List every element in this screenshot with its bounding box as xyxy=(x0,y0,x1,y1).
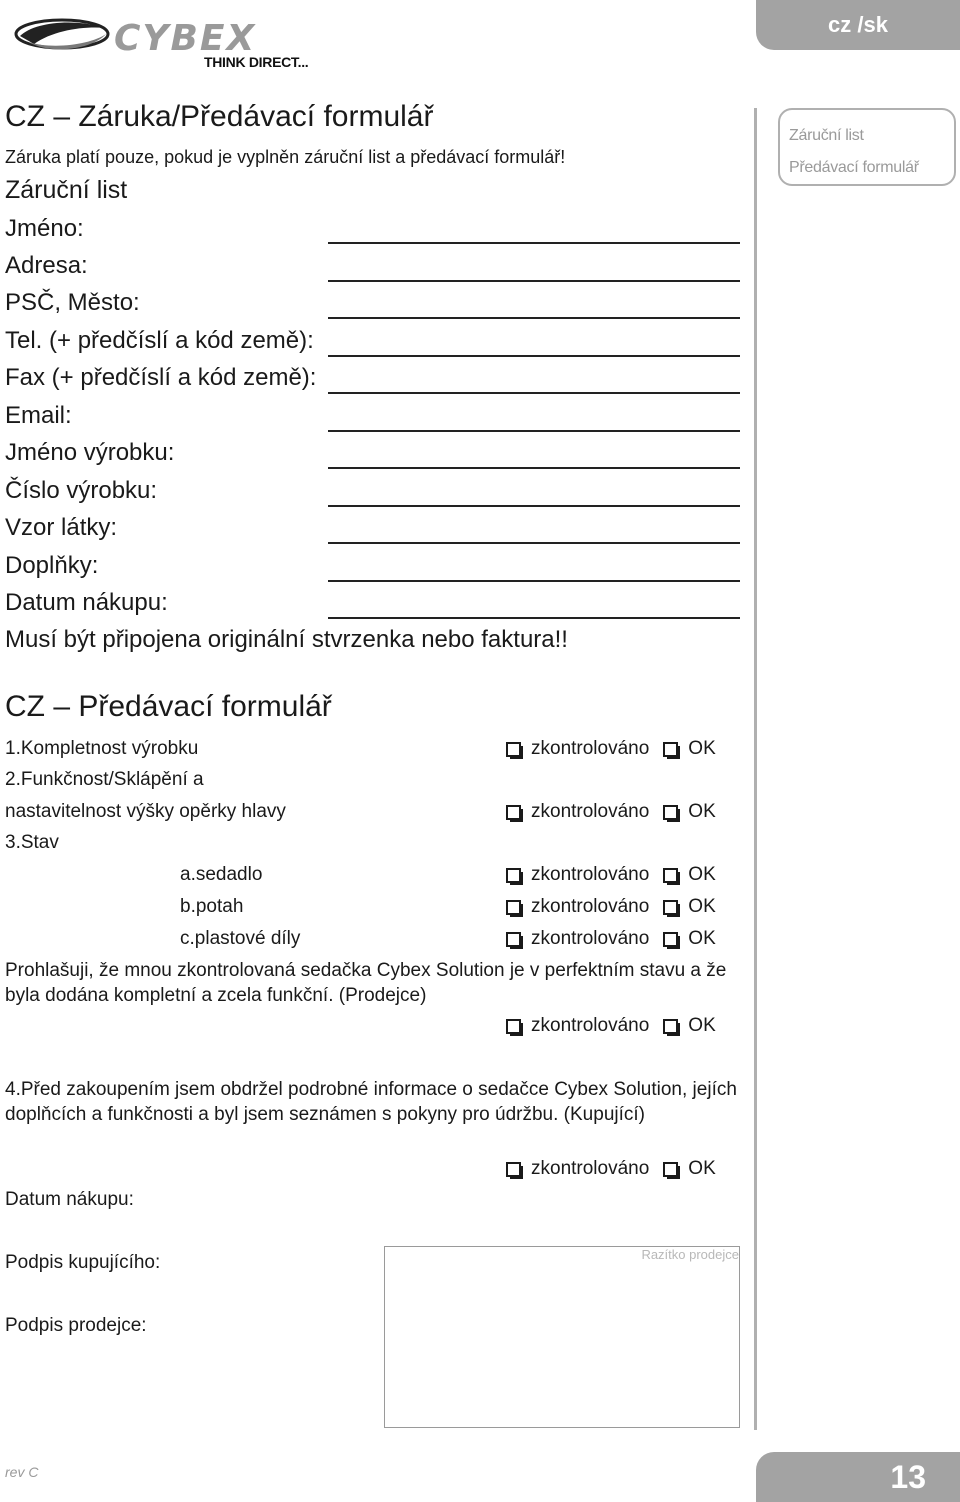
purchase-date-label: Datum nákupu: xyxy=(5,1189,134,1210)
check-group-buyer: zkontrolováno OK xyxy=(506,1158,716,1180)
field-label-name: Jméno: xyxy=(5,215,84,242)
checkbox-icon[interactable] xyxy=(506,805,521,820)
warranty-note: Záruka platí pouze, pokud je vyplněn záruční list a předávací formulář! xyxy=(5,147,566,167)
svg-text:CYBEX: CYBEX xyxy=(114,18,257,59)
item-function-line1: 2.Funkčnost/Sklápění a xyxy=(5,769,204,790)
margin-divider xyxy=(754,108,757,1430)
field-line-phone[interactable] xyxy=(328,355,740,357)
field-label-fax: Fax (+ předčíslí a kód země): xyxy=(5,364,317,391)
dealer-statement: Prohlašuji, že mnou zkontrolovaná sedačka Cybex Solution je v perfektním stavu a že byla dodána kompletní a zcela funkční. (Prodejce) xyxy=(5,960,727,1006)
check-group-dealer: zkontrolováno OK xyxy=(506,1015,716,1037)
checkbox-icon[interactable] xyxy=(663,1162,678,1177)
field-label-fabric-pattern: Vzor látky: xyxy=(5,514,118,541)
check-group-plastic-parts: zkontrolováno OK xyxy=(506,928,716,950)
cybex-logo xyxy=(14,10,314,72)
field-line-accessories[interactable] xyxy=(328,580,740,582)
checkbox-icon[interactable] xyxy=(506,900,521,915)
checkbox-icon[interactable] xyxy=(506,1019,521,1034)
item-seat: a.sedadlo xyxy=(180,864,263,885)
field-label-zip-city: PSČ, Město: xyxy=(5,289,140,316)
item-condition: 3.Stav xyxy=(5,832,59,853)
check-group-seat: zkontrolováno OK xyxy=(506,864,716,886)
field-label-purchase-date: Datum nákupu: xyxy=(5,589,168,616)
check-group-completeness: zkontrolováno OK xyxy=(506,738,716,760)
field-line-purchase-date[interactable] xyxy=(328,617,740,619)
check-group-function: zkontrolováno OK xyxy=(506,801,716,823)
dealer-stamp-label: Razítko prodejce xyxy=(641,1247,739,1262)
language-tab[interactable]: cz /sk xyxy=(756,0,960,50)
section-nav xyxy=(778,108,956,186)
handover-title: CZ – Předávací formulář xyxy=(5,690,332,723)
field-line-address[interactable] xyxy=(328,280,740,282)
dealer-stamp-box[interactable] xyxy=(384,1246,740,1428)
buyer-statement: 4.Před zakoupením jsem obdržel podrobné informace o sedačce Cybex Solution, jejích doplňcích a funkčnosti a byl jsem seznámen s pokyny pro údržbu. (Kupující) xyxy=(5,1079,737,1125)
field-line-zip-city[interactable] xyxy=(328,317,740,319)
nav-item-warranty-card[interactable]: Záruční list xyxy=(789,127,864,144)
nav-item-handover-form[interactable]: Předávací formulář xyxy=(789,159,919,176)
field-line-email[interactable] xyxy=(328,430,740,432)
item-completeness: 1.Kompletnost výrobku xyxy=(5,738,199,759)
checkbox-icon[interactable] xyxy=(663,1019,678,1034)
field-line-product-number[interactable] xyxy=(328,505,740,507)
check-group-cover: zkontrolováno OK xyxy=(506,896,716,918)
page-title: CZ – Záruka/Předávací formulář xyxy=(5,100,434,133)
checkbox-icon[interactable] xyxy=(663,805,678,820)
checkbox-icon[interactable] xyxy=(663,868,678,883)
checkbox-icon[interactable] xyxy=(663,742,678,757)
warranty-card-heading: Záruční list xyxy=(5,176,128,204)
item-function-line2: nastavitelnost výšky opěrky hlavy xyxy=(5,801,286,822)
checkbox-icon[interactable] xyxy=(506,932,521,947)
buyer-signature-label: Podpis kupujícího: xyxy=(5,1252,161,1273)
checkbox-icon[interactable] xyxy=(506,868,521,883)
field-label-accessories: Doplňky: xyxy=(5,552,99,579)
revision-label: rev C xyxy=(5,1464,39,1480)
field-label-product-number: Číslo výrobku: xyxy=(5,477,158,504)
receipt-notice: Musí být připojena originální stvrzenka nebo faktura!! xyxy=(5,626,568,653)
field-label-phone: Tel. (+ předčíslí a kód země): xyxy=(5,327,314,354)
checkbox-icon[interactable] xyxy=(663,932,678,947)
item-cover: b.potah xyxy=(180,896,244,917)
dealer-signature-label: Podpis prodejce: xyxy=(5,1315,147,1336)
checkbox-icon[interactable] xyxy=(506,1162,521,1177)
field-label-email: Email: xyxy=(5,402,72,429)
field-line-fabric-pattern[interactable] xyxy=(328,542,740,544)
logo-tagline: THINK DIRECT... xyxy=(204,54,309,70)
field-line-fax[interactable] xyxy=(328,392,740,394)
checkbox-icon[interactable] xyxy=(663,900,678,915)
field-line-name[interactable] xyxy=(328,242,740,244)
item-plastic-parts: c.plastové díly xyxy=(180,928,301,949)
field-label-product-name: Jméno výrobku: xyxy=(5,439,175,466)
field-label-address: Adresa: xyxy=(5,252,88,279)
page-number: 13 xyxy=(756,1452,960,1502)
field-line-product-name[interactable] xyxy=(328,467,740,469)
checkbox-icon[interactable] xyxy=(506,742,521,757)
